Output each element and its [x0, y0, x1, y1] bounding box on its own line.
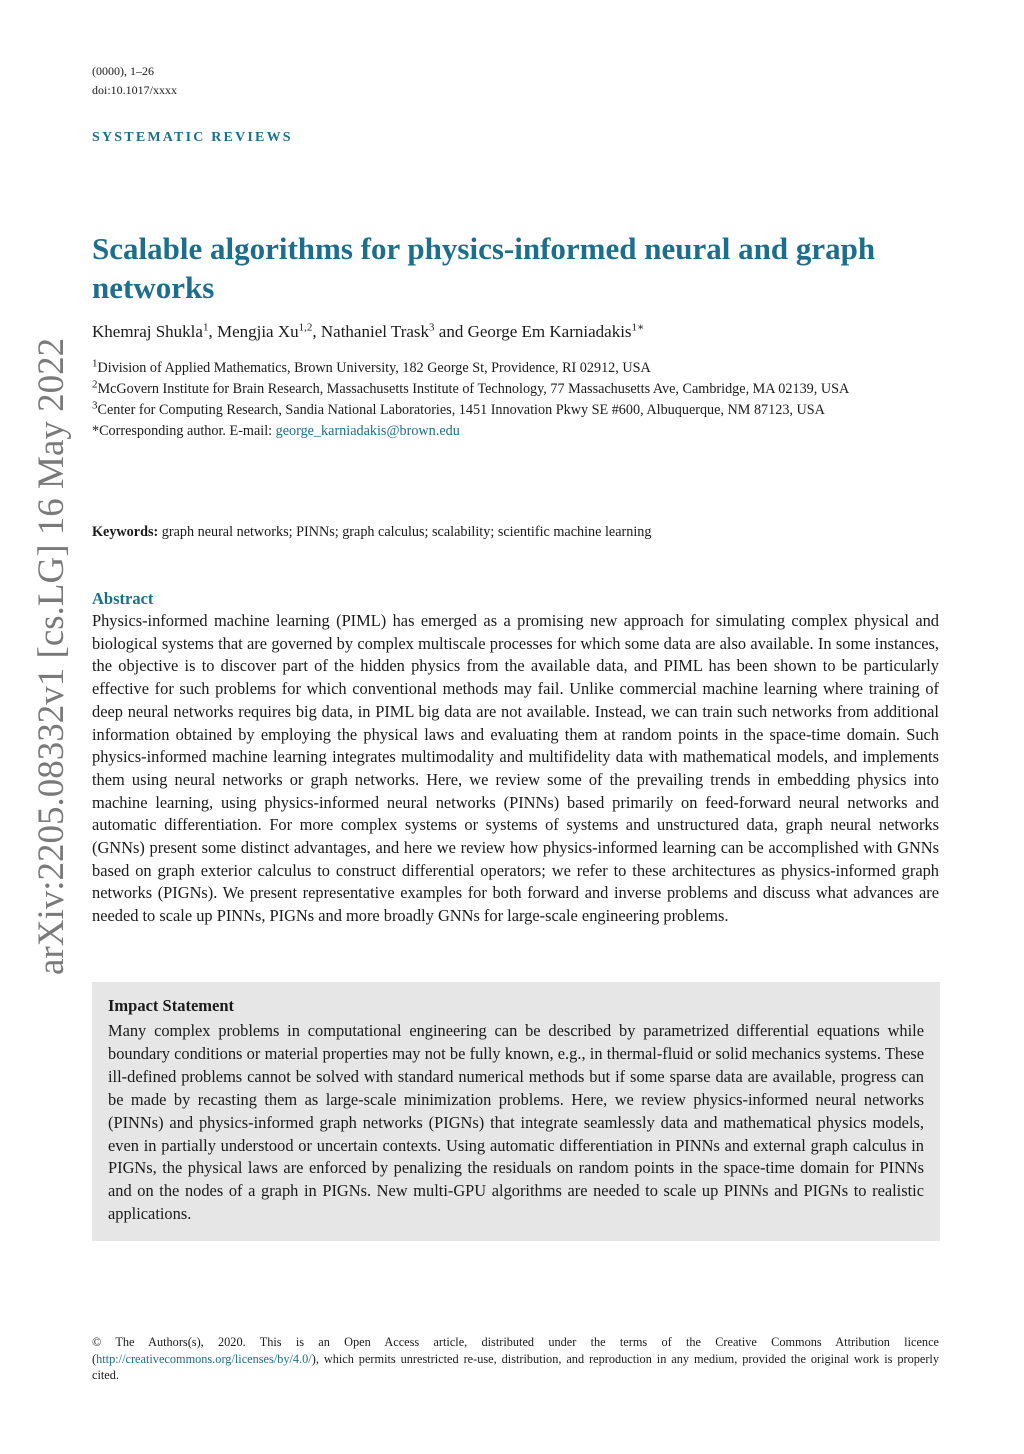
- author-affiliation-mark: 3: [429, 321, 435, 334]
- abstract-heading: Abstract: [92, 589, 154, 608]
- email-link[interactable]: george_karniadakis@brown.edu: [275, 423, 460, 439]
- keywords-label: Keywords:: [92, 524, 159, 540]
- author-name: Mengjia Xu: [216, 322, 299, 341]
- author-affiliation-mark: 1,2: [298, 321, 313, 334]
- author-affiliation-mark: 1: [202, 321, 209, 334]
- author-list: [92, 320, 952, 344]
- affiliation-item: $^3$Center for Computing Research, Sandia National Laboratories, 1451 Innovation Pkwy SE #600, Albuquerque, NM 87123, USA: [92, 399, 825, 418]
- doi: doi:10.1017/xxxx: [92, 83, 178, 97]
- license-footer: © The Authors(s), 2020. This is an Open Access article, distributed under the terms of the Creative Commons Attribution licence (http://creativecommons.org/licenses/by/4.0/), which permits unrestricted re-use, distribution, and reproduction in any medium, provided the original work is properly cited.: [92, 1335, 939, 1382]
- author-separator: ,: [208, 322, 217, 341]
- arxiv-identifier: arXiv:2205.08332v1 [cs.LG] 16 May 2022: [31, 337, 72, 975]
- author-separator: ,: [312, 322, 321, 341]
- author-separator: and: [434, 322, 468, 341]
- affiliation-item: $^1$Division of Applied Mathematics, Brown University, 182 George St, Providence, RI 02912, USA: [92, 357, 651, 376]
- paper-title: Scalable algorithms for physics-informed neural and graph networks: [92, 231, 876, 305]
- corresponding-author: *Corresponding author. E-mail: george_karniadakis@brown.edu: [92, 423, 460, 439]
- license-link[interactable]: http://creativecommons.org/licenses/by/4.0/: [96, 1351, 312, 1366]
- section-label: SYSTEMATIC REVIEWS: [92, 130, 293, 145]
- abstract-text: Physics-informed machine learning (PIML) has emerged as a promising new approach for simulating complex physical and biological systems that are governed by complex multiscale processes for which some data are also available. In some instances, the objective is to discover part of the hidden physics from the available data, and PIML has been shown to be particularly effective for such problems for which conventional methods may fail. Unlike commercial machine learning where training of deep neural networks requires big data, in PIML big data are not available. Instead, we can train such networks from additional information obtained by employing the physical laws and evaluating them at random points in the space-time domain. Such physics-informed machine learning integrates multimodality and multifidelity data with mathematical models, and implements them using neural networks or graph networks. Here, we review some of the prevailing trends in embedding physics into machine learning, using physics-informed neural networks (PINNs) based primarily on feed-forward neural networks and automatic differentiation. For more complex systems or systems of systems and unstructured data, graph neural networks (GNNs) present some distinct advantages, and here we review how physics-informed learning can be accomplished with GNNs based on graph exterior calculus to construct differential operators; we refer to these architectures as physics-informed graph networks (PIGNs). We present representative examples for both forward and inverse problems and discuss what advances are needed to scale up PINNs, PIGNs and more broadly GNNs for large-scale engineering problems.: [92, 611, 939, 926]
- author-name: Khemraj Shukla: [92, 322, 203, 341]
- author-affiliation-mark: 1∗: [631, 321, 645, 334]
- impact-text: Many complex problems in computational engineering can be described by parametrized differential equations while boundary conditions or material properties may not be fully known, e.g., in thermal-fluid or solid mechanics systems. These ill-defined problems cannot be solved with standard numerical methods but if some sparse data are available, progress can be made by recasting them as large-scale minimization problems. Here, we review physics-informed neural networks (PINNs) and physics-informed graph networks (PIGNs) that integrate seamlessly data and mathematical physics models, even in partially understood or uncertain contexts. Using automatic differentiation in PINNs and external graph calculus in PIGNs, the physical laws are enforced by penalizing the residuals on random points in the space-time domain for PINNs and on the nodes of a graph in PIGNs. New multi-GPU algorithms are needed to scale up PINNs and PIGNs to realistic applications.: [108, 1021, 924, 1224]
- affiliation-item: $^2$McGovern Institute for Brain Research, Massachusetts Institute of Technology, 77 Massachusetts Ave, Cambridge, MA 02139, USA: [92, 378, 850, 397]
- volume-pages: (0000), 1–26: [92, 64, 154, 78]
- impact-heading: Impact Statement: [108, 996, 235, 1015]
- author-name: George Em Karniadakis: [467, 322, 632, 341]
- author-name: Nathaniel Trask: [320, 322, 430, 341]
- keywords-text: graph neural networks; PINNs; graph calculus; scalability; scientific machine learning: [161, 524, 652, 540]
- affiliations: [92, 358, 942, 442]
- keywords: [92, 522, 942, 542]
